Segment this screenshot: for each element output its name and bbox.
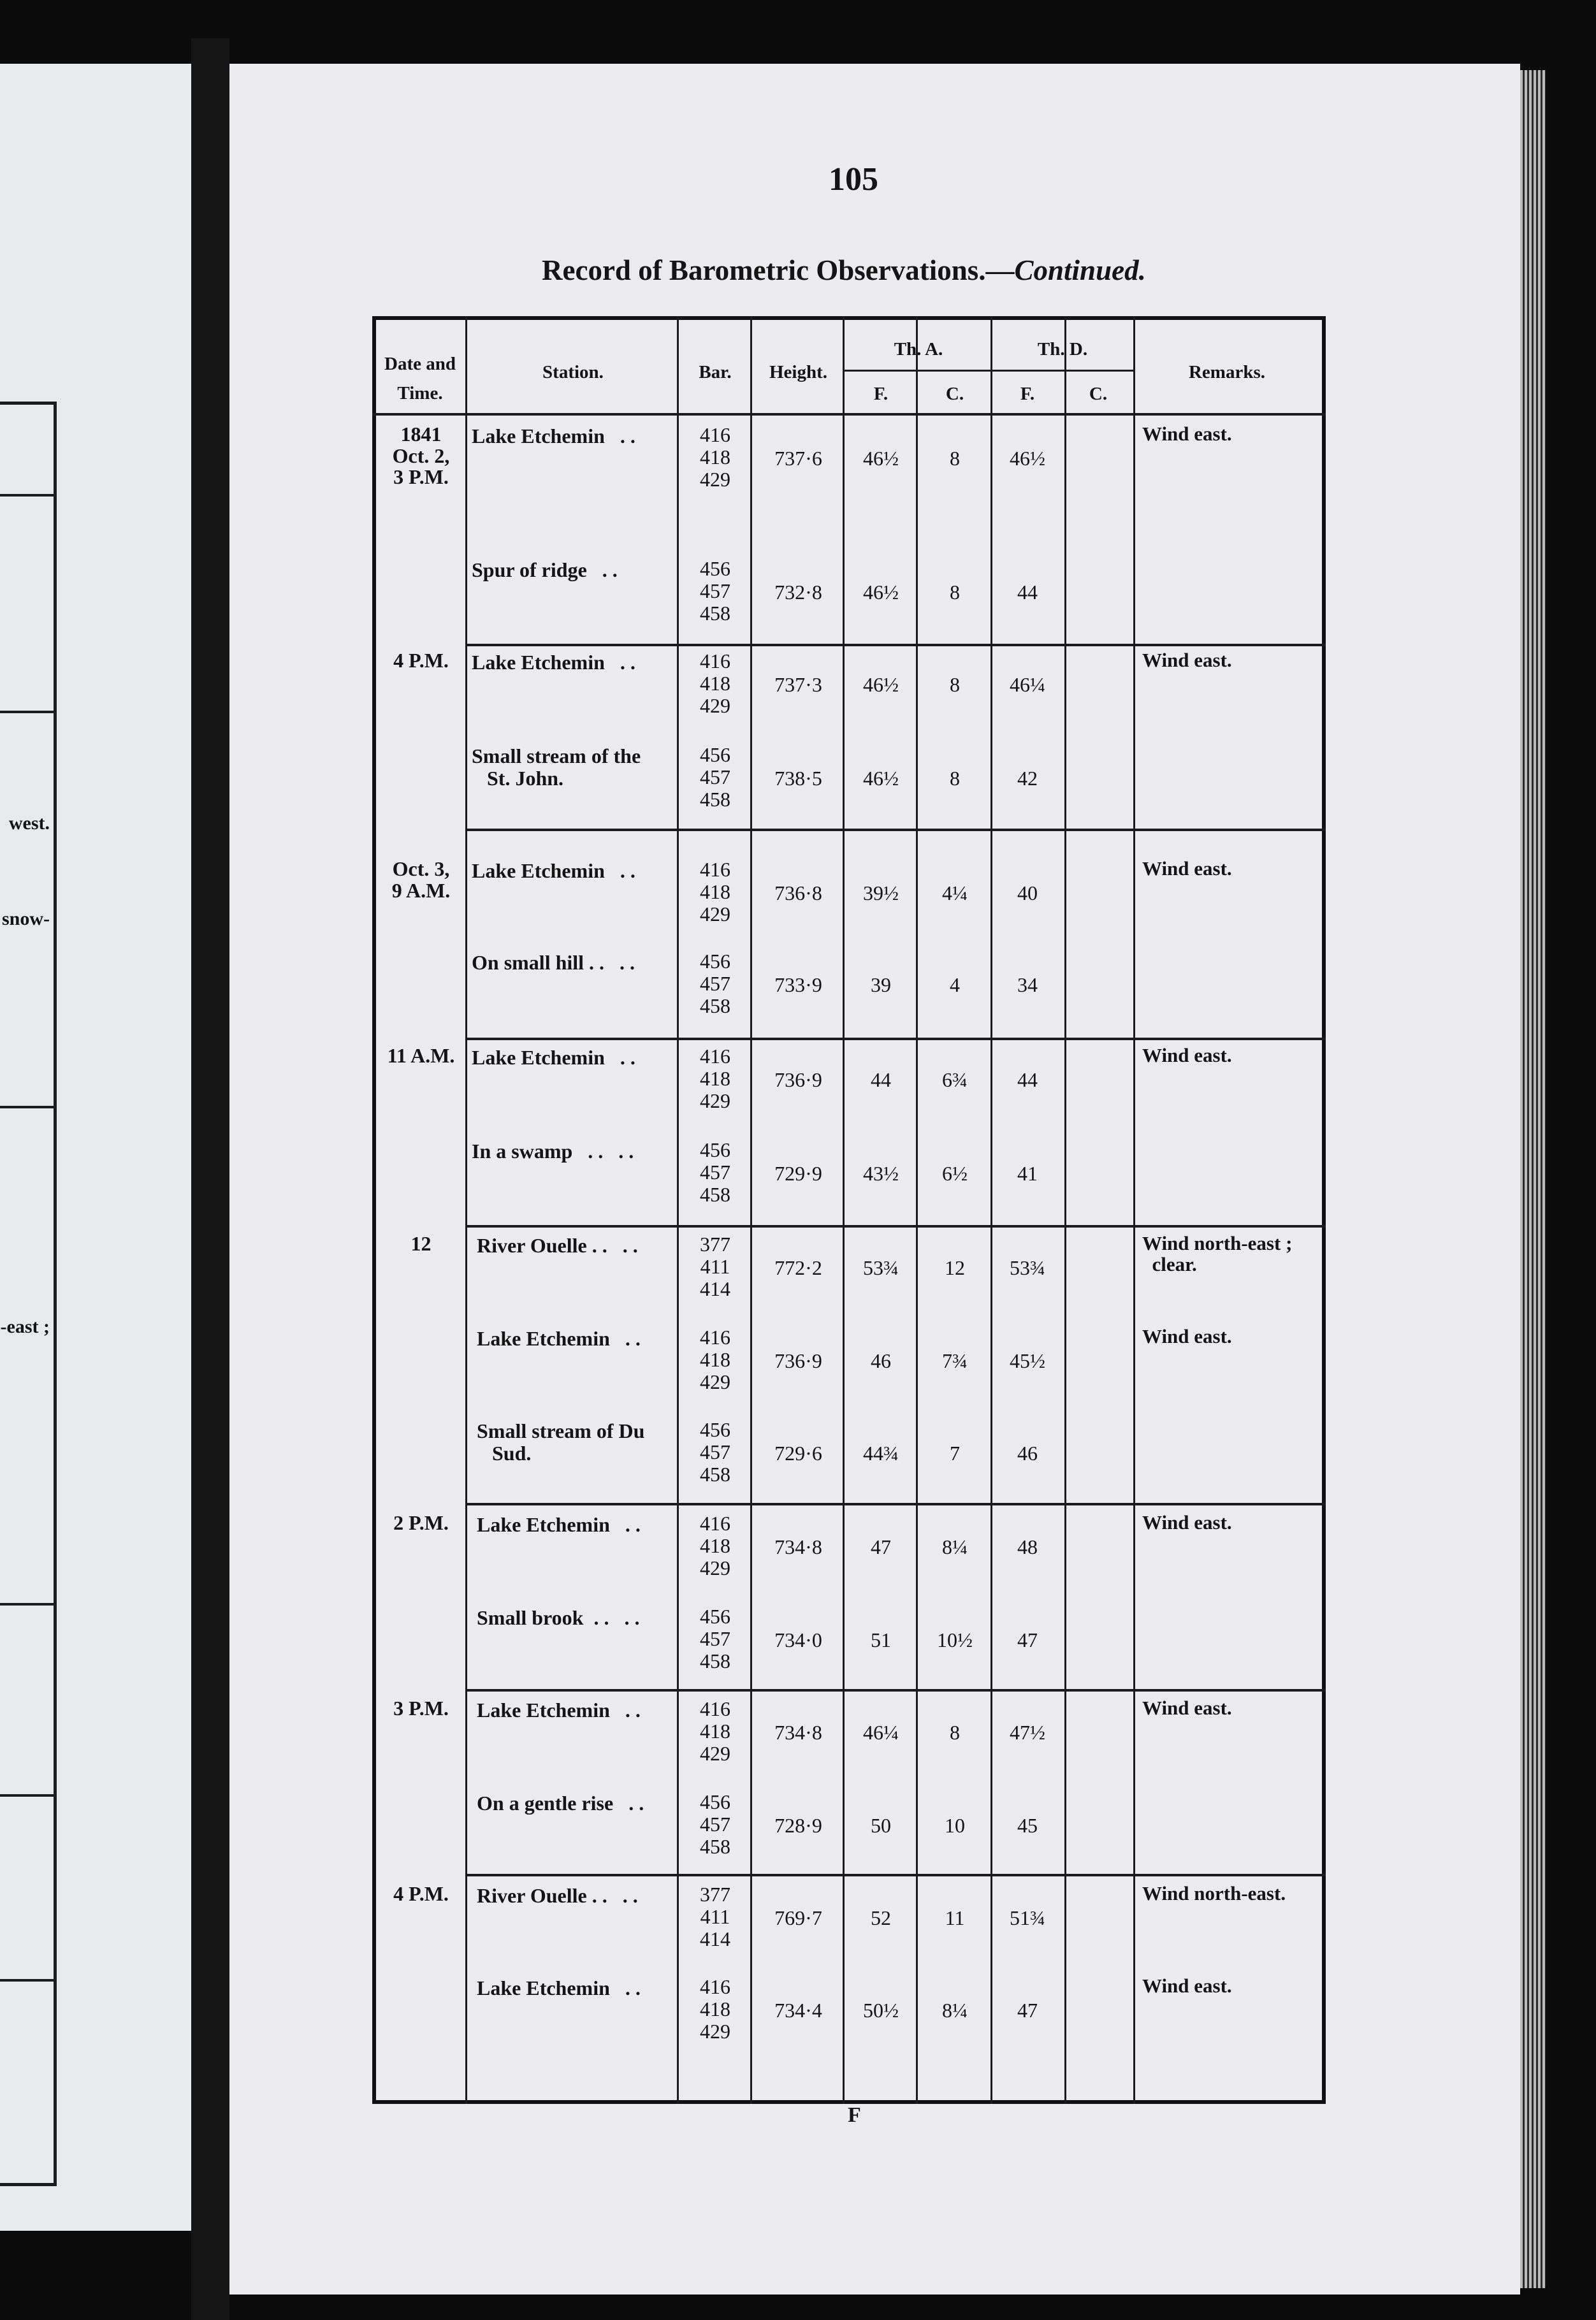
row-th-a-c: 11: [945, 1906, 965, 1929]
header-th-d-c: C.: [1089, 384, 1108, 404]
row-rule: [465, 1038, 1326, 1040]
row-barometers: 416 418 429: [700, 1512, 730, 1580]
row-station: Small stream of the St. John.: [472, 744, 641, 790]
row-station: Small stream of Du Sud.: [477, 1419, 645, 1465]
row-station: On small hill . . . .: [472, 951, 635, 974]
page-title: [542, 254, 1146, 287]
row-height: 738·5: [774, 767, 822, 790]
row-th-d-f: 34: [1017, 973, 1038, 996]
row-remarks: Wind east.: [1142, 857, 1232, 880]
row-remarks: Wind east.: [1142, 1975, 1232, 1997]
row-date: 4 P.M.: [393, 649, 449, 672]
left-page-fragment: snow-: [1, 908, 50, 929]
row-th-a-c: 10: [945, 1814, 965, 1837]
row-th-a-f: 53¾: [863, 1256, 899, 1279]
row-th-a-c: 8¼: [942, 1999, 968, 2022]
title-main: Record of Barometric Observations.—: [542, 254, 1015, 286]
row-station: Lake Etchemin . .: [477, 1327, 641, 1350]
row-barometers: 416 418 429: [700, 1975, 730, 2043]
row-barometers: 416 418 429: [700, 1045, 730, 1113]
row-th-d-f: 46: [1017, 1442, 1038, 1465]
row-rule: [465, 1503, 1326, 1505]
row-th-a-c: 8: [950, 581, 960, 604]
row-date: 12: [410, 1232, 432, 1255]
row-date: 11 A.M.: [387, 1044, 455, 1067]
row-station: Lake Etchemin . .: [472, 651, 635, 674]
row-barometers: 456 457 458: [700, 743, 730, 811]
row-th-a-f: 46½: [863, 581, 899, 604]
signature-mark: F: [848, 2103, 861, 2127]
row-station: In a swamp . . . .: [472, 1140, 634, 1163]
row-th-a-f: 39: [871, 973, 891, 996]
row-th-a-f: 51: [871, 1628, 891, 1651]
row-height: 728·9: [774, 1814, 822, 1837]
row-height: 769·7: [774, 1906, 822, 1929]
row-height: 729·6: [774, 1442, 822, 1465]
row-th-a-f: 46: [871, 1349, 891, 1372]
row-height: 737·6: [774, 447, 822, 470]
row-th-a-f: 44¾: [863, 1442, 899, 1465]
row-barometers: 456 457 458: [700, 1138, 730, 1207]
row-station: Lake Etchemin . .: [477, 1699, 641, 1722]
row-height: 737·3: [774, 673, 822, 696]
header-th-a: Th. A.: [894, 339, 943, 359]
row-station: Lake Etchemin . .: [477, 1976, 641, 1999]
row-rule: [465, 1689, 1326, 1692]
row-station: Lake Etchemin . .: [477, 1513, 641, 1536]
row-date: 2 P.M.: [393, 1511, 449, 1534]
row-date: Oct. 3, 9 A.M.: [391, 857, 451, 902]
header-th-a-f: F.: [873, 384, 889, 404]
row-th-a-f: 39½: [863, 881, 899, 904]
row-barometers: 416 418 429: [700, 423, 730, 491]
row-th-d-f: 47: [1017, 1999, 1038, 2022]
row-height: 736·9: [774, 1068, 822, 1091]
header-remarks: Remarks.: [1188, 362, 1265, 382]
row-th-d-f: 45½: [1010, 1349, 1045, 1372]
page-edges: [1520, 70, 1546, 2288]
row-rule: [465, 1874, 1326, 1876]
row-th-d-f: 45: [1017, 1814, 1038, 1837]
header-station: Station.: [542, 362, 604, 382]
title-continued: Continued.: [1014, 254, 1146, 286]
row-remarks: Wind east.: [1142, 423, 1232, 445]
row-height: 734·0: [774, 1628, 822, 1651]
row-th-a-f: 44: [871, 1068, 891, 1091]
row-remarks: Wind east.: [1142, 649, 1232, 671]
row-height: 733·9: [774, 973, 822, 996]
row-station: Spur of ridge . .: [472, 558, 618, 581]
row-th-a-c: 7¾: [942, 1349, 968, 1372]
left-page: [0, 64, 196, 2231]
header-bar: Bar.: [699, 362, 732, 382]
row-station: Lake Etchemin . .: [472, 859, 635, 882]
row-remarks: Wind east.: [1142, 1044, 1232, 1066]
row-barometers: 456 457 458: [700, 1790, 730, 1859]
header-th-d: Th. D.: [1037, 339, 1088, 359]
row-barometers: 456 457 458: [700, 1418, 730, 1486]
left-page-table-frame: [0, 402, 57, 2186]
row-height: 772·2: [774, 1256, 822, 1279]
row-th-d-f: 42: [1017, 767, 1038, 790]
left-page-fragment: -east ;: [0, 1316, 50, 1337]
column-rule: [465, 316, 467, 2104]
row-th-a-c: 8: [950, 1721, 960, 1744]
row-th-d-f: 53¾: [1010, 1256, 1045, 1279]
row-rule: [465, 829, 1326, 831]
row-th-a-f: 47: [871, 1535, 891, 1558]
row-th-a-c: 7: [950, 1442, 960, 1465]
row-date: 3 P.M.: [393, 1697, 449, 1720]
row-height: 734·8: [774, 1535, 822, 1558]
row-remarks: Wind north-east ; clear.: [1142, 1232, 1293, 1275]
row-barometers: 377 411 414: [700, 1233, 730, 1301]
row-th-a-c: 12: [945, 1256, 965, 1279]
row-th-a-c: 8¼: [942, 1535, 968, 1558]
row-height: 732·8: [774, 581, 822, 604]
column-rule: [1133, 316, 1135, 2104]
header-th-d-f: F.: [1020, 384, 1035, 404]
row-barometers: 416 418 429: [700, 1697, 730, 1765]
row-barometers: 456 457 458: [700, 1605, 730, 1673]
row-th-a-c: 6½: [942, 1162, 968, 1185]
row-th-a-c: 8: [950, 673, 960, 696]
row-th-a-c: 4¼: [942, 881, 968, 904]
row-th-a-f: 46½: [863, 447, 899, 470]
row-th-d-f: 46¼: [1010, 673, 1045, 696]
row-barometers: 416 418 429: [700, 858, 730, 926]
row-barometers: 456 457 458: [700, 557, 730, 625]
row-remarks: Wind east.: [1142, 1697, 1232, 1719]
row-station: River Ouelle . . . .: [477, 1234, 638, 1257]
row-height: 736·8: [774, 881, 822, 904]
header-date-time: Date and Time.: [384, 354, 456, 404]
row-th-a-c: 6¾: [942, 1068, 968, 1091]
row-rule: [372, 413, 1326, 416]
row-height: 734·4: [774, 1999, 822, 2022]
row-barometers: 416 418 429: [700, 649, 730, 718]
row-rule: [465, 1225, 1326, 1228]
page-number: 105: [829, 161, 878, 198]
row-th-d-f: 47½: [1010, 1721, 1045, 1744]
row-date: 1841 Oct. 2, 3 P.M.: [392, 423, 450, 489]
header-height: Height.: [769, 362, 828, 382]
row-th-a-c: 10½: [937, 1628, 973, 1651]
row-th-a-f: 46¼: [863, 1721, 899, 1744]
row-th-a-f: 43½: [863, 1162, 899, 1185]
header-th-a-c: C.: [945, 384, 964, 404]
row-th-d-f: 47: [1017, 1628, 1038, 1651]
row-th-a-f: 46½: [863, 673, 899, 696]
column-rule: [677, 316, 679, 2104]
row-barometers: 416 418 429: [700, 1326, 730, 1394]
row-th-d-f: 40: [1017, 881, 1038, 904]
row-station: On a gentle rise . .: [477, 1792, 644, 1815]
column-rule: [1064, 316, 1066, 2104]
row-station: Small brook . . . .: [477, 1606, 640, 1629]
row-station: Lake Etchemin . .: [472, 1046, 635, 1069]
row-th-a-c: 4: [950, 973, 960, 996]
row-rule: [465, 644, 1326, 646]
row-th-d-f: 44: [1017, 1068, 1038, 1091]
row-th-a-f: 50½: [863, 1999, 899, 2022]
row-th-d-f: 46½: [1010, 447, 1045, 470]
row-th-a-c: 8: [950, 767, 960, 790]
left-page-fragment: west.: [8, 813, 50, 834]
row-remarks: Wind east.: [1142, 1325, 1232, 1347]
row-station: River Ouelle . . . .: [477, 1884, 638, 1907]
row-th-a-f: 52: [871, 1906, 891, 1929]
row-th-a-f: 50: [871, 1814, 891, 1837]
row-th-a-c: 8: [950, 447, 960, 470]
row-height: 729·9: [774, 1162, 822, 1185]
row-th-d-f: 41: [1017, 1162, 1038, 1185]
row-height: 734·8: [774, 1721, 822, 1744]
row-th-d-f: 44: [1017, 581, 1038, 604]
row-barometers: 377 411 414: [700, 1883, 730, 1951]
row-date: 4 P.M.: [393, 1882, 449, 1905]
row-height: 736·9: [774, 1349, 822, 1372]
row-th-d-f: 48: [1017, 1535, 1038, 1558]
row-remarks: Wind north-east.: [1142, 1882, 1286, 1904]
book-gutter: [191, 38, 229, 2320]
row-station: Lake Etchemin . .: [472, 424, 635, 447]
row-th-d-f: 51¾: [1010, 1906, 1045, 1929]
row-rule: [843, 370, 1133, 372]
row-th-a-f: 46½: [863, 767, 899, 790]
row-barometers: 456 457 458: [700, 950, 730, 1018]
row-remarks: Wind east.: [1142, 1511, 1232, 1533]
